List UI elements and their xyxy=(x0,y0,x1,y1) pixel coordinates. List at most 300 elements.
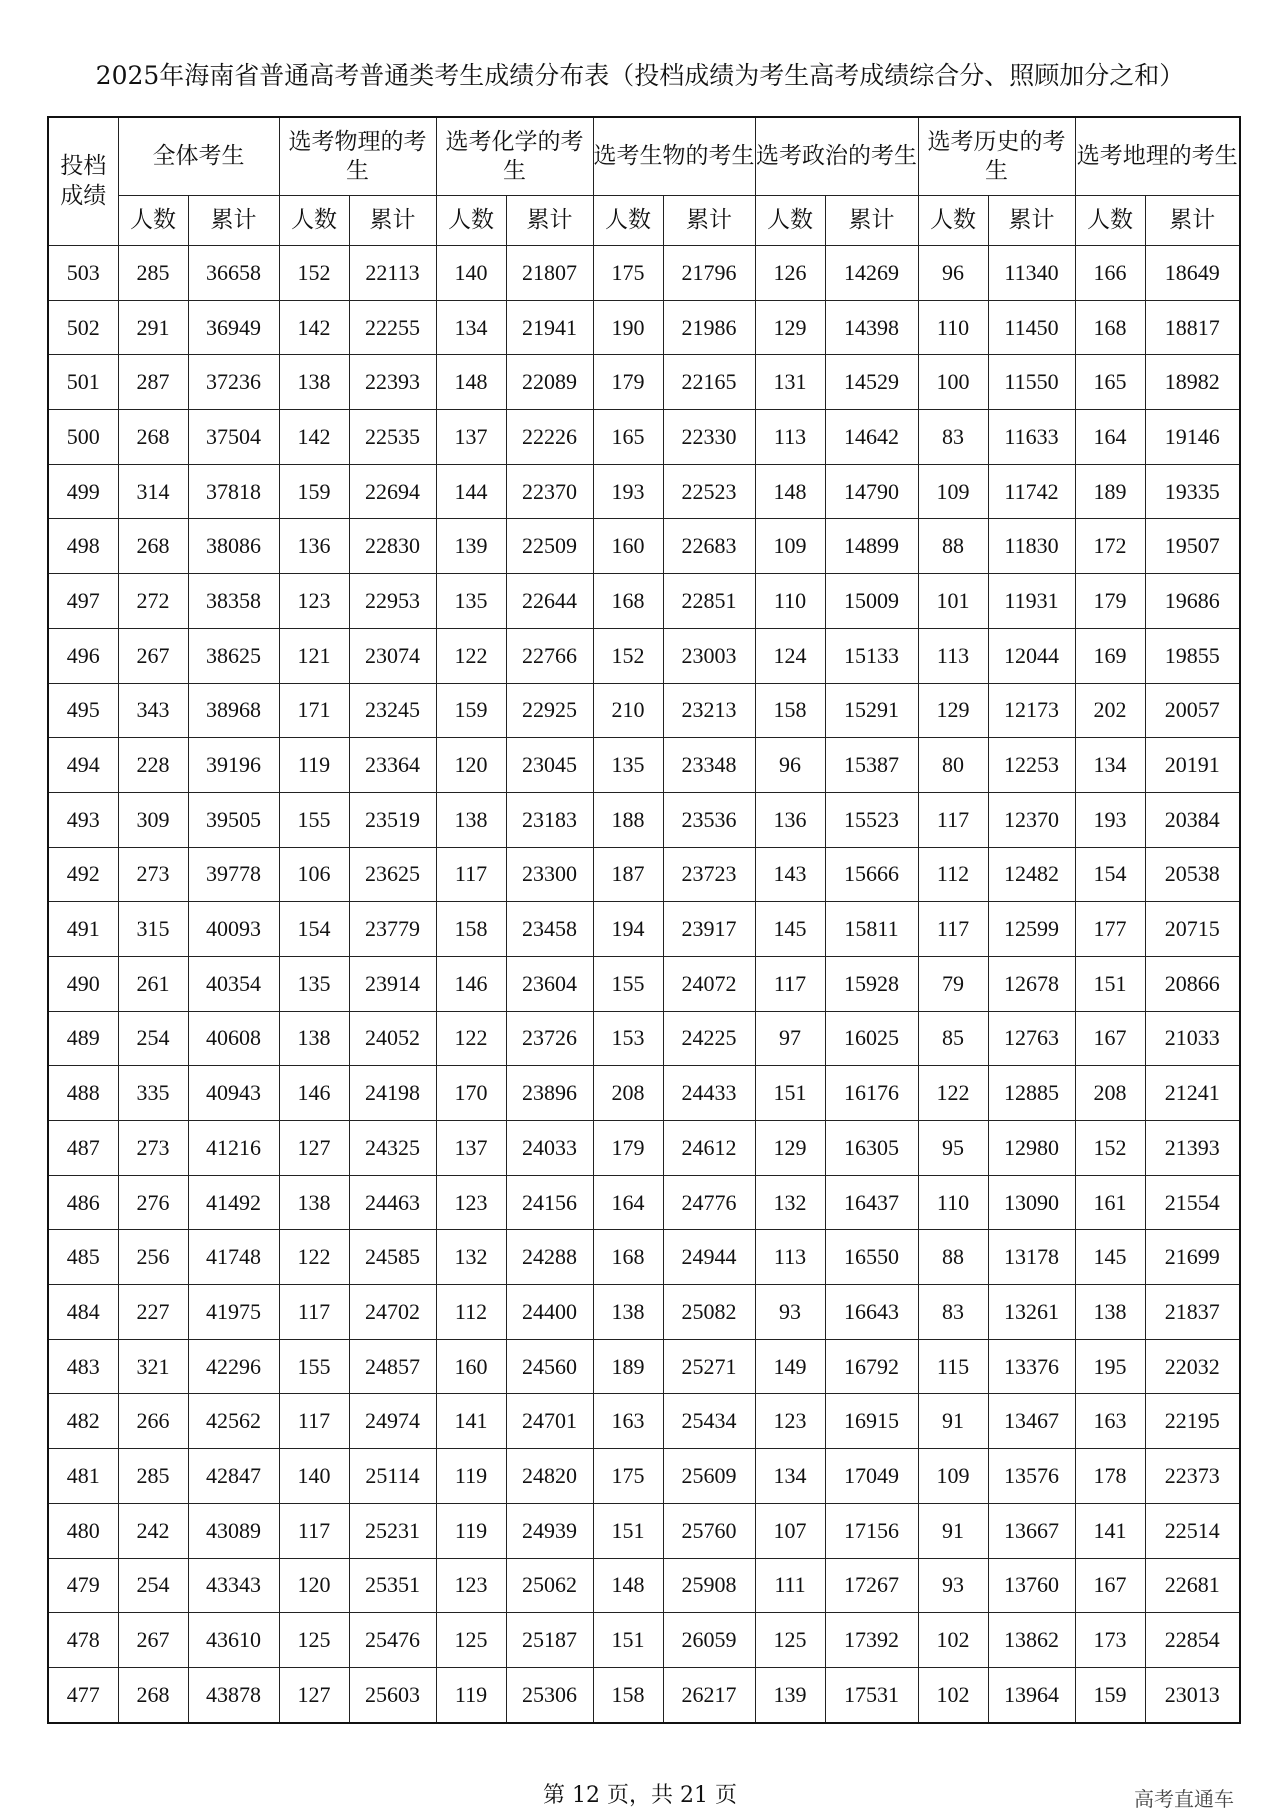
count-cell: 175 xyxy=(593,246,663,301)
count-cell: 141 xyxy=(436,1394,506,1449)
subheader-count: 人数 xyxy=(593,196,663,246)
count-cell: 153 xyxy=(593,1011,663,1066)
cumulative-cell: 15811 xyxy=(825,902,918,957)
cumulative-cell: 22514 xyxy=(1145,1503,1240,1558)
count-cell: 117 xyxy=(436,847,506,902)
count-cell: 83 xyxy=(918,1285,988,1340)
count-cell: 138 xyxy=(436,792,506,847)
group-header-biology: 选考生物的考生 xyxy=(593,117,755,196)
count-cell: 168 xyxy=(1075,300,1145,355)
cumulative-cell: 41216 xyxy=(188,1121,279,1176)
count-cell: 158 xyxy=(755,683,825,738)
group-header-geography: 选考地理的考生 xyxy=(1075,117,1240,196)
cumulative-cell: 17392 xyxy=(825,1613,918,1668)
count-cell: 138 xyxy=(593,1285,663,1340)
count-cell: 267 xyxy=(118,1613,188,1668)
count-cell: 187 xyxy=(593,847,663,902)
count-cell: 168 xyxy=(593,1230,663,1285)
count-cell: 119 xyxy=(279,738,349,793)
score-cell: 500 xyxy=(48,410,118,465)
table-row xyxy=(48,574,1240,629)
cumulative-cell: 21837 xyxy=(1145,1285,1240,1340)
cumulative-cell: 13667 xyxy=(988,1503,1075,1558)
cumulative-cell: 11931 xyxy=(988,574,1075,629)
cumulative-cell: 23213 xyxy=(663,683,755,738)
cumulative-cell: 43878 xyxy=(188,1667,279,1722)
count-cell: 119 xyxy=(436,1667,506,1722)
cumulative-cell: 23183 xyxy=(506,792,593,847)
count-cell: 129 xyxy=(918,683,988,738)
count-cell: 132 xyxy=(436,1230,506,1285)
page-number: 第 12 页，共 21 页 xyxy=(543,1783,737,1808)
count-cell: 314 xyxy=(118,464,188,519)
cumulative-cell: 13376 xyxy=(988,1339,1075,1394)
cumulative-cell: 22523 xyxy=(663,464,755,519)
table-row xyxy=(48,792,1240,847)
cumulative-cell: 12253 xyxy=(988,738,1075,793)
count-cell: 285 xyxy=(118,246,188,301)
count-cell: 155 xyxy=(593,956,663,1011)
score-cell: 496 xyxy=(48,628,118,683)
cumulative-cell: 42562 xyxy=(188,1394,279,1449)
count-cell: 242 xyxy=(118,1503,188,1558)
count-cell: 175 xyxy=(593,1449,663,1504)
score-cell: 483 xyxy=(48,1339,118,1394)
cumulative-cell: 38358 xyxy=(188,574,279,629)
cumulative-cell: 22681 xyxy=(1145,1558,1240,1613)
table-row xyxy=(48,1230,1240,1285)
count-cell: 158 xyxy=(593,1667,663,1722)
cumulative-cell: 22255 xyxy=(349,300,436,355)
count-cell: 140 xyxy=(436,246,506,301)
cumulative-cell: 13090 xyxy=(988,1175,1075,1230)
count-cell: 139 xyxy=(755,1667,825,1722)
count-cell: 102 xyxy=(918,1613,988,1668)
cumulative-cell: 13862 xyxy=(988,1613,1075,1668)
count-cell: 88 xyxy=(918,519,988,574)
cumulative-cell: 19507 xyxy=(1145,519,1240,574)
count-cell: 273 xyxy=(118,1121,188,1176)
cumulative-cell: 25609 xyxy=(663,1449,755,1504)
count-cell: 117 xyxy=(279,1285,349,1340)
count-cell: 272 xyxy=(118,574,188,629)
cumulative-cell: 24701 xyxy=(506,1394,593,1449)
score-distribution-table xyxy=(47,116,1241,1724)
cumulative-cell: 16176 xyxy=(825,1066,918,1121)
count-cell: 268 xyxy=(118,410,188,465)
cumulative-cell: 37818 xyxy=(188,464,279,519)
cumulative-cell: 13178 xyxy=(988,1230,1075,1285)
cumulative-cell: 19855 xyxy=(1145,628,1240,683)
count-cell: 142 xyxy=(279,410,349,465)
cumulative-cell: 20866 xyxy=(1145,956,1240,1011)
cumulative-cell: 21699 xyxy=(1145,1230,1240,1285)
count-cell: 80 xyxy=(918,738,988,793)
count-cell: 141 xyxy=(1075,1503,1145,1558)
subheader-cumulative: 累计 xyxy=(663,196,755,246)
count-cell: 178 xyxy=(1075,1449,1145,1504)
cumulative-cell: 12173 xyxy=(988,683,1075,738)
cumulative-cell: 22644 xyxy=(506,574,593,629)
count-cell: 189 xyxy=(593,1339,663,1394)
cumulative-cell: 25231 xyxy=(349,1503,436,1558)
group-header-chemistry: 选考化学的考生 xyxy=(436,117,593,196)
count-cell: 149 xyxy=(755,1339,825,1394)
count-cell: 254 xyxy=(118,1558,188,1613)
cumulative-cell: 24325 xyxy=(349,1121,436,1176)
count-cell: 170 xyxy=(436,1066,506,1121)
cumulative-cell: 23896 xyxy=(506,1066,593,1121)
count-cell: 291 xyxy=(118,300,188,355)
table-header xyxy=(48,117,1240,246)
cumulative-cell: 22089 xyxy=(506,355,593,410)
count-cell: 172 xyxy=(1075,519,1145,574)
subheader-cumulative: 累计 xyxy=(988,196,1075,246)
count-cell: 167 xyxy=(1075,1011,1145,1066)
cumulative-cell: 15009 xyxy=(825,574,918,629)
cumulative-cell: 13467 xyxy=(988,1394,1075,1449)
cumulative-cell: 20715 xyxy=(1145,902,1240,957)
cumulative-cell: 23013 xyxy=(1145,1667,1240,1722)
count-cell: 96 xyxy=(918,246,988,301)
cumulative-cell: 25306 xyxy=(506,1667,593,1722)
cumulative-cell: 13760 xyxy=(988,1558,1075,1613)
count-cell: 138 xyxy=(279,1011,349,1066)
table-row xyxy=(48,1558,1240,1613)
subheader-cumulative: 累计 xyxy=(825,196,918,246)
count-cell: 155 xyxy=(279,1339,349,1394)
count-cell: 136 xyxy=(279,519,349,574)
cumulative-cell: 12980 xyxy=(988,1121,1075,1176)
count-cell: 268 xyxy=(118,1667,188,1722)
cumulative-cell: 22854 xyxy=(1145,1613,1240,1668)
cumulative-cell: 14899 xyxy=(825,519,918,574)
cumulative-cell: 37504 xyxy=(188,410,279,465)
cumulative-cell: 25114 xyxy=(349,1449,436,1504)
cumulative-cell: 21033 xyxy=(1145,1011,1240,1066)
cumulative-cell: 23723 xyxy=(663,847,755,902)
cumulative-cell: 43610 xyxy=(188,1613,279,1668)
count-cell: 154 xyxy=(279,902,349,957)
count-cell: 110 xyxy=(918,1175,988,1230)
count-cell: 195 xyxy=(1075,1339,1145,1394)
cumulative-cell: 41975 xyxy=(188,1285,279,1340)
count-cell: 163 xyxy=(593,1394,663,1449)
cumulative-cell: 21986 xyxy=(663,300,755,355)
cumulative-cell: 24225 xyxy=(663,1011,755,1066)
cumulative-cell: 24585 xyxy=(349,1230,436,1285)
cumulative-cell: 22683 xyxy=(663,519,755,574)
table-row xyxy=(48,1339,1240,1394)
count-cell: 160 xyxy=(593,519,663,574)
count-cell: 202 xyxy=(1075,683,1145,738)
cumulative-cell: 24702 xyxy=(349,1285,436,1340)
cumulative-cell: 25434 xyxy=(663,1394,755,1449)
count-cell: 194 xyxy=(593,902,663,957)
count-cell: 145 xyxy=(755,902,825,957)
count-cell: 309 xyxy=(118,792,188,847)
subheader-count: 人数 xyxy=(918,196,988,246)
cumulative-cell: 17156 xyxy=(825,1503,918,1558)
count-cell: 93 xyxy=(918,1558,988,1613)
cumulative-cell: 22032 xyxy=(1145,1339,1240,1394)
cumulative-cell: 20384 xyxy=(1145,792,1240,847)
cumulative-cell: 39196 xyxy=(188,738,279,793)
count-cell: 124 xyxy=(755,628,825,683)
cumulative-cell: 40093 xyxy=(188,902,279,957)
cumulative-cell: 11450 xyxy=(988,300,1075,355)
cumulative-cell: 43089 xyxy=(188,1503,279,1558)
count-cell: 148 xyxy=(755,464,825,519)
cumulative-cell: 11742 xyxy=(988,464,1075,519)
count-cell: 123 xyxy=(279,574,349,629)
score-cell: 497 xyxy=(48,574,118,629)
count-cell: 106 xyxy=(279,847,349,902)
count-cell: 134 xyxy=(755,1449,825,1504)
cumulative-cell: 11340 xyxy=(988,246,1075,301)
count-cell: 83 xyxy=(918,410,988,465)
cumulative-cell: 24198 xyxy=(349,1066,436,1121)
count-cell: 160 xyxy=(436,1339,506,1394)
table-row xyxy=(48,902,1240,957)
count-cell: 125 xyxy=(436,1613,506,1668)
cumulative-cell: 19146 xyxy=(1145,410,1240,465)
table-row xyxy=(48,956,1240,1011)
count-cell: 129 xyxy=(755,300,825,355)
score-cell: 477 xyxy=(48,1667,118,1722)
count-cell: 134 xyxy=(1075,738,1145,793)
count-cell: 119 xyxy=(436,1449,506,1504)
group-header-politics: 选考政治的考生 xyxy=(755,117,918,196)
cumulative-cell: 18649 xyxy=(1145,246,1240,301)
cumulative-cell: 16915 xyxy=(825,1394,918,1449)
table-row xyxy=(48,738,1240,793)
count-cell: 120 xyxy=(436,738,506,793)
score-cell: 492 xyxy=(48,847,118,902)
cumulative-cell: 23300 xyxy=(506,847,593,902)
score-cell: 503 xyxy=(48,246,118,301)
table-row xyxy=(48,410,1240,465)
count-cell: 228 xyxy=(118,738,188,793)
count-cell: 208 xyxy=(593,1066,663,1121)
score-cell: 484 xyxy=(48,1285,118,1340)
cumulative-cell: 15133 xyxy=(825,628,918,683)
count-cell: 135 xyxy=(436,574,506,629)
count-cell: 109 xyxy=(755,519,825,574)
count-cell: 134 xyxy=(436,300,506,355)
count-cell: 138 xyxy=(279,355,349,410)
count-cell: 188 xyxy=(593,792,663,847)
score-cell: 478 xyxy=(48,1613,118,1668)
cumulative-cell: 24400 xyxy=(506,1285,593,1340)
cumulative-cell: 24288 xyxy=(506,1230,593,1285)
cumulative-cell: 24156 xyxy=(506,1175,593,1230)
count-cell: 287 xyxy=(118,355,188,410)
cumulative-cell: 23625 xyxy=(349,847,436,902)
count-cell: 179 xyxy=(593,355,663,410)
cumulative-cell: 22226 xyxy=(506,410,593,465)
cumulative-cell: 24433 xyxy=(663,1066,755,1121)
cumulative-cell: 21554 xyxy=(1145,1175,1240,1230)
cumulative-cell: 23074 xyxy=(349,628,436,683)
cumulative-cell: 14269 xyxy=(825,246,918,301)
cumulative-cell: 22851 xyxy=(663,574,755,629)
group-header-physics: 选考物理的考生 xyxy=(279,117,436,196)
table-row xyxy=(48,246,1240,301)
count-cell: 193 xyxy=(593,464,663,519)
cumulative-cell: 42296 xyxy=(188,1339,279,1394)
cumulative-cell: 24052 xyxy=(349,1011,436,1066)
cumulative-cell: 18982 xyxy=(1145,355,1240,410)
cumulative-cell: 26217 xyxy=(663,1667,755,1722)
cumulative-cell: 23726 xyxy=(506,1011,593,1066)
count-cell: 129 xyxy=(755,1121,825,1176)
count-cell: 254 xyxy=(118,1011,188,1066)
cumulative-cell: 23045 xyxy=(506,738,593,793)
count-cell: 113 xyxy=(755,410,825,465)
count-cell: 120 xyxy=(279,1558,349,1613)
count-cell: 136 xyxy=(755,792,825,847)
count-cell: 117 xyxy=(279,1503,349,1558)
count-cell: 276 xyxy=(118,1175,188,1230)
cumulative-cell: 14398 xyxy=(825,300,918,355)
table-row xyxy=(48,1175,1240,1230)
count-cell: 110 xyxy=(918,300,988,355)
count-cell: 110 xyxy=(755,574,825,629)
count-cell: 109 xyxy=(918,464,988,519)
cumulative-cell: 25351 xyxy=(349,1558,436,1613)
cumulative-cell: 36949 xyxy=(188,300,279,355)
cumulative-cell: 40354 xyxy=(188,956,279,1011)
group-header-history: 选考历史的考生 xyxy=(918,117,1075,196)
sub-header-row xyxy=(48,196,1240,246)
count-cell: 137 xyxy=(436,1121,506,1176)
cumulative-cell: 22393 xyxy=(349,355,436,410)
subheader-cumulative: 累计 xyxy=(188,196,279,246)
table-row xyxy=(48,519,1240,574)
cumulative-cell: 38086 xyxy=(188,519,279,574)
count-cell: 93 xyxy=(755,1285,825,1340)
count-cell: 122 xyxy=(918,1066,988,1121)
cumulative-cell: 19335 xyxy=(1145,464,1240,519)
cumulative-cell: 16305 xyxy=(825,1121,918,1176)
count-cell: 123 xyxy=(436,1558,506,1613)
count-cell: 315 xyxy=(118,902,188,957)
count-cell: 135 xyxy=(593,738,663,793)
count-cell: 109 xyxy=(918,1449,988,1504)
count-cell: 256 xyxy=(118,1230,188,1285)
subheader-count: 人数 xyxy=(1075,196,1145,246)
count-cell: 95 xyxy=(918,1121,988,1176)
count-cell: 171 xyxy=(279,683,349,738)
cumulative-cell: 23779 xyxy=(349,902,436,957)
count-cell: 79 xyxy=(918,956,988,1011)
subheader-cumulative: 累计 xyxy=(1145,196,1240,246)
count-cell: 131 xyxy=(755,355,825,410)
count-cell: 145 xyxy=(1075,1230,1145,1285)
subheader-cumulative: 累计 xyxy=(506,196,593,246)
score-cell: 487 xyxy=(48,1121,118,1176)
cumulative-cell: 24939 xyxy=(506,1503,593,1558)
count-cell: 117 xyxy=(918,792,988,847)
cumulative-cell: 14790 xyxy=(825,464,918,519)
cumulative-cell: 39778 xyxy=(188,847,279,902)
cumulative-cell: 22953 xyxy=(349,574,436,629)
count-cell: 117 xyxy=(755,956,825,1011)
count-cell: 146 xyxy=(279,1066,349,1121)
cumulative-cell: 24072 xyxy=(663,956,755,1011)
count-cell: 152 xyxy=(1075,1121,1145,1176)
cumulative-cell: 11830 xyxy=(988,519,1075,574)
count-cell: 127 xyxy=(279,1667,349,1722)
table-row xyxy=(48,1011,1240,1066)
cumulative-cell: 15666 xyxy=(825,847,918,902)
cumulative-cell: 19686 xyxy=(1145,574,1240,629)
count-cell: 267 xyxy=(118,628,188,683)
cumulative-cell: 16550 xyxy=(825,1230,918,1285)
count-cell: 125 xyxy=(755,1613,825,1668)
watermark-text: 高考直通车 xyxy=(1134,1787,1234,1811)
count-cell: 165 xyxy=(1075,355,1145,410)
cumulative-cell: 37236 xyxy=(188,355,279,410)
count-cell: 148 xyxy=(593,1558,663,1613)
cumulative-cell: 24612 xyxy=(663,1121,755,1176)
count-cell: 138 xyxy=(1075,1285,1145,1340)
count-cell: 167 xyxy=(1075,1558,1145,1613)
cumulative-cell: 17049 xyxy=(825,1449,918,1504)
count-cell: 261 xyxy=(118,956,188,1011)
score-cell: 480 xyxy=(48,1503,118,1558)
score-cell: 489 xyxy=(48,1011,118,1066)
count-cell: 227 xyxy=(118,1285,188,1340)
count-cell: 152 xyxy=(279,246,349,301)
count-cell: 143 xyxy=(755,847,825,902)
count-cell: 159 xyxy=(436,683,506,738)
count-cell: 169 xyxy=(1075,628,1145,683)
cumulative-cell: 22165 xyxy=(663,355,755,410)
cumulative-cell: 36658 xyxy=(188,246,279,301)
score-column-header: 投档成绩 xyxy=(48,117,118,246)
table-row xyxy=(48,1449,1240,1504)
cumulative-cell: 14642 xyxy=(825,410,918,465)
count-cell: 173 xyxy=(1075,1613,1145,1668)
score-cell: 501 xyxy=(48,355,118,410)
cumulative-cell: 24776 xyxy=(663,1175,755,1230)
cumulative-cell: 23003 xyxy=(663,628,755,683)
count-cell: 159 xyxy=(1075,1667,1145,1722)
cumulative-cell: 12763 xyxy=(988,1011,1075,1066)
cumulative-cell: 25603 xyxy=(349,1667,436,1722)
cumulative-cell: 40943 xyxy=(188,1066,279,1121)
cumulative-cell: 15291 xyxy=(825,683,918,738)
count-cell: 115 xyxy=(918,1339,988,1394)
count-cell: 107 xyxy=(755,1503,825,1558)
cumulative-cell: 21807 xyxy=(506,246,593,301)
table-row xyxy=(48,683,1240,738)
cumulative-cell: 23458 xyxy=(506,902,593,957)
count-cell: 163 xyxy=(1075,1394,1145,1449)
cumulative-cell: 23604 xyxy=(506,956,593,1011)
score-cell: 498 xyxy=(48,519,118,574)
cumulative-cell: 11550 xyxy=(988,355,1075,410)
count-cell: 125 xyxy=(279,1613,349,1668)
subheader-count: 人数 xyxy=(755,196,825,246)
count-cell: 273 xyxy=(118,847,188,902)
cumulative-cell: 26059 xyxy=(663,1613,755,1668)
cumulative-cell: 14529 xyxy=(825,355,918,410)
cumulative-cell: 15523 xyxy=(825,792,918,847)
cumulative-cell: 15387 xyxy=(825,738,918,793)
